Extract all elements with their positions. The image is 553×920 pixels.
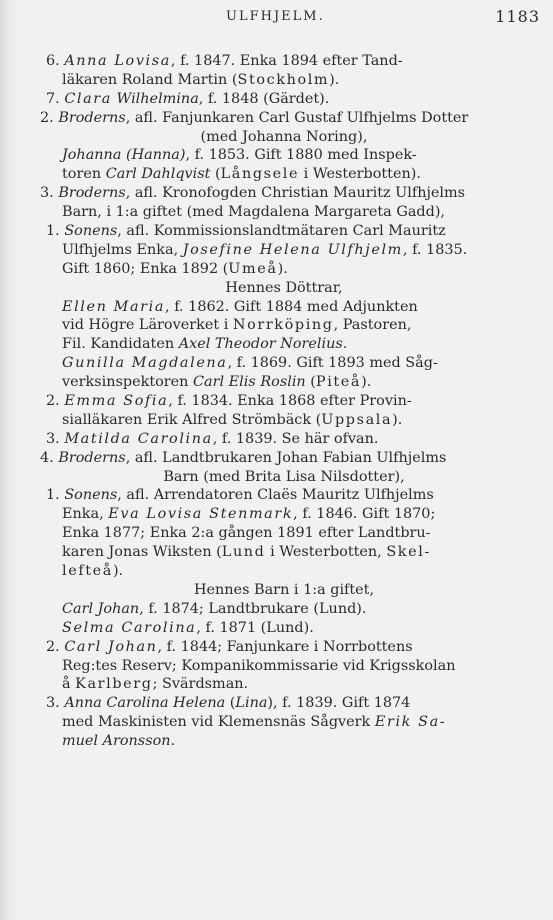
text-line: lefteå). <box>62 563 124 580</box>
text-line: Enka 1877; Enka 2:a gången 1891 efter Landtbru- <box>62 525 431 542</box>
text-line: Hennes Döttrar, <box>225 279 343 296</box>
text-line: sialläkaren Erik Alfred Strömbäck (Uppsala). <box>62 411 403 428</box>
text-line: toren Carl Dahlqvist (Långsele i Westerbotten). <box>62 166 421 183</box>
text-line: (med Johanna Noring), <box>200 128 368 145</box>
text-line: 1. Sonens, afl. Arrendatoren Claës Mauritz Ulfhjelms <box>46 487 434 504</box>
text-line: Ulfhjelms Enka, Josefine Helena Ulfhjelm, f. 1835. <box>62 241 468 258</box>
text-line: Fil. Kandidaten Axel Theodor Norelius. <box>62 336 348 353</box>
page-body <box>40 52 528 751</box>
text-line: Gift 1860; Enka 1892 (Umeå). <box>62 260 288 277</box>
text-line: 3. Broderns, afl. Kronofogden Christian Mauritz Ulfhjelms <box>40 185 466 202</box>
text-line: muel Aronsson. <box>62 733 176 750</box>
text-line: 3. Matilda Carolina, f. 1839. Se här ofvan. <box>46 430 379 447</box>
text-line: Johanna (Hanna), f. 1853. Gift 1880 med Inspek- <box>62 147 417 164</box>
text-line: 3. Anna Carolina Helena (Lina), f. 1839. Gift 1874 <box>46 695 411 712</box>
text-line: 6. Anna Lovisa, f. 1847. Enka 1894 efter Tand- <box>46 53 403 69</box>
running-head: ULFHJELM. <box>226 9 325 24</box>
text-line: 4. Broderns, afl. Landtbrukaren Johan Fabian Ulfhjelms <box>40 449 447 466</box>
text-line: Barn, i 1:a giftet (med Magdalena Margareta Gadd), <box>62 204 446 221</box>
text-line: läkaren Roland Martin (Stockholm). <box>62 71 340 88</box>
text-line: 7. Clara Wilhelmina, f. 1848 (Gärdet). <box>46 90 330 107</box>
text-line: med Maskinisten vid Klemensnäs Sågverk Erik Sa- <box>62 714 447 731</box>
text-line: verksinspektoren Carl Elis Roslin (Piteå). <box>62 374 372 391</box>
text-line: Barn (med Brita Lisa Nilsdotter), <box>163 468 405 485</box>
text-line: Hennes Barn i 1:a giftet, <box>193 581 375 598</box>
text-line: å Karlberg; Svärdsman. <box>62 676 249 693</box>
page-number: 1183 <box>495 7 540 26</box>
text-line: 1. Sonens, afl. Kommissionslandtmätaren Carl Mauritz <box>46 223 446 240</box>
text-line: Selma Carolina, f. 1871 (Lund). <box>62 619 314 636</box>
text-line: 2. Broderns, afl. Fanjunkaren Carl Gustaf Ulfhjelms Dotter <box>40 109 469 126</box>
text-line: karen Jonas Wiksten (Lund i Westerbotten, Skel- <box>62 544 431 561</box>
text-line: Ellen Maria, f. 1862. Gift 1884 med Adjunkten <box>62 298 418 315</box>
text-line: vid Högre Läroverket i Norrköping, Pastoren, <box>62 317 412 334</box>
text-line: Gunilla Magdalena, f. 1869. Gift 1893 med Såg- <box>62 355 438 372</box>
text-line: Reg:tes Reserv; Kompanikommissarie vid Krigsskolan <box>62 657 456 674</box>
text-line: 2. Carl Johan, f. 1844; Fanjunkare i Norrbottens <box>46 638 413 655</box>
text-line: Carl Johan, f. 1874; Landtbrukare (Lund). <box>62 600 367 617</box>
text-line: Enka, Eva Lovisa Stenmark, f. 1846. Gift 1870; <box>62 506 436 523</box>
text-line: 2. Emma Sofia, f. 1834. Enka 1868 efter Provin- <box>46 393 412 410</box>
page-header <box>0 9 553 27</box>
